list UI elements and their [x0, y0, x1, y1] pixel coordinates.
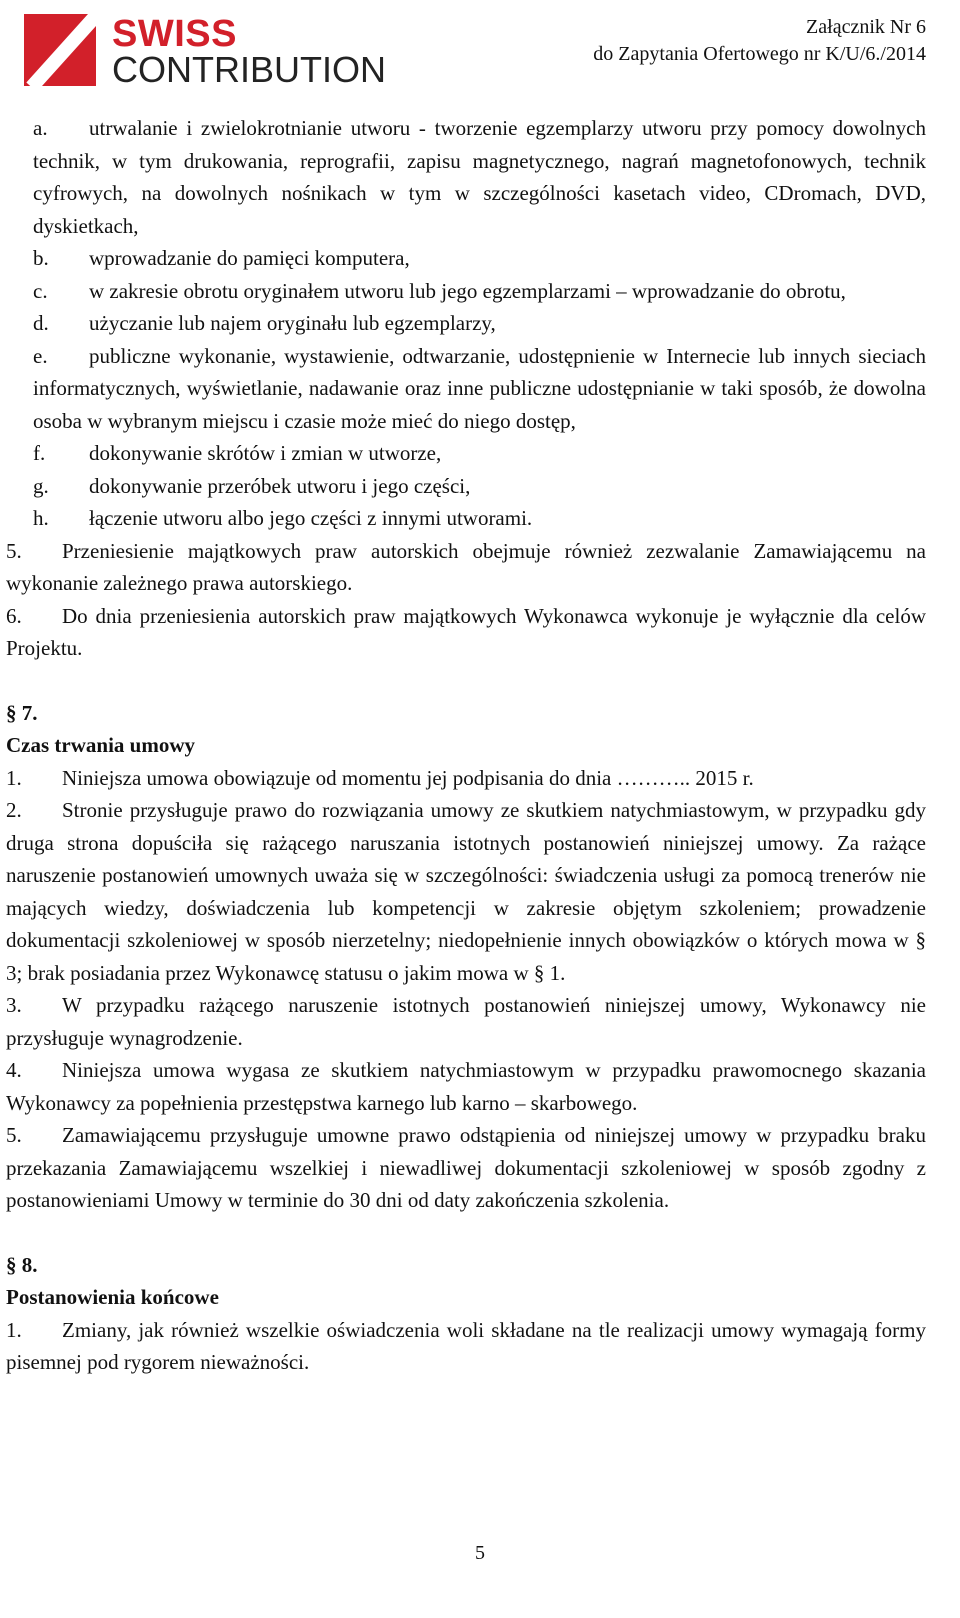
swiss-contribution-logo: [24, 13, 386, 90]
attachment-header: [593, 14, 926, 68]
list-item-text: utrwalanie i zwielokrotnianie utworu - tworzenie egzemplarzy utworu przy pomocy dowolnych technik, w tym drukowania, reprografii, zapisu magnetycznego, nagrań magnetofonowych, technik cyfrowych, na dowolnych nośnikach w tym w szczególności kasetach video, CDromach, DVD, dyskietkach,: [33, 116, 926, 238]
logo-mark-icon: [24, 14, 96, 86]
page-number: 5: [475, 1542, 485, 1564]
inquiry-reference: do Zapytania Ofertowego nr K/U/6./2014: [593, 43, 926, 65]
numbered-paragraph: [6, 1314, 926, 1379]
paragraph-number: 4.: [6, 1058, 22, 1082]
attachment-number: Załącznik Nr 6: [806, 16, 926, 38]
list-item: [6, 275, 926, 308]
list-item: [6, 470, 926, 503]
section-title: Postanowienia końcowe: [6, 1285, 219, 1309]
paragraph-text: Zamawiającemu przysługuje umowne prawo odstąpienia od niniejszej umowy w przypadku braku przekazania Zamawiającemu wszelkiej i niewadliwej dokumentacji szkoleniowej w sposób zgodny z postanowieniami Umowy w terminie do 30 dni od daty zakończenia szkolenia.: [6, 1123, 926, 1212]
list-item: [6, 502, 926, 535]
numbered-paragraph: [6, 535, 926, 600]
list-item-text: użyczanie lub najem oryginału lub egzemplarzy,: [89, 311, 496, 335]
list-item: [6, 112, 926, 242]
list-item-text: łączenie utworu albo jego części z innymi utworami.: [89, 506, 533, 530]
paragraph-number: 5.: [6, 1123, 22, 1147]
list-marker: b.: [33, 246, 49, 270]
paragraph-number: 1.: [6, 1317, 22, 1342]
paragraph-number: 2.: [6, 798, 22, 822]
list-item-text: wprowadzanie do pamięci komputera,: [89, 246, 410, 270]
list-item-text: dokonywanie przeróbek utworu i jego części,: [89, 473, 471, 498]
list-item-text: publiczne wykonanie, wystawienie, odtwarzanie, udostępnienie w Internecie lub innych sieciach informatycznych, wyświetlanie, nadawanie oraz inne publiczne udostępnianie w taki sposób, że dowolna osoba w wybranym miejscu i czasie może mieć do niego dostęp,: [33, 343, 926, 433]
list-item: [6, 437, 926, 470]
paragraph-text: Przeniesienie majątkowych praw autorskich obejmuje również zezwalanie Zamawiającemu na wykonanie zależnego prawa autorskiego.: [6, 538, 926, 595]
section-number: § 7.: [6, 700, 38, 725]
list-marker: e.: [33, 343, 48, 368]
spacer: [6, 1217, 926, 1249]
list-marker: g.: [33, 473, 49, 498]
section-number: § 8.: [6, 1252, 38, 1277]
paragraph-text: Zmiany, jak również wszelkie oświadczenia woli składane na tle realizacji umowy wymagają formy pisemnej pod rygorem nieważności.: [6, 1317, 926, 1374]
paragraph-number: 1.: [6, 765, 22, 790]
list-marker: c.: [33, 278, 48, 303]
paragraph-text: Niniejsza umowa wygasa ze skutkiem natychmiastowym w przypadku prawomocnego skazania Wykonawcy za popełnienia przestępstwa karnego lub karno – skarbowego.: [6, 1058, 926, 1115]
list-marker: d.: [33, 311, 49, 335]
list-item: [6, 242, 926, 275]
numbered-paragraph: [6, 600, 926, 665]
paragraph-text: W przypadku rażącego naruszenie istotnych postanowień niniejszej umowy, Wykonawcy nie przysługuje wynagrodzenie.: [6, 993, 926, 1050]
logo-text-swiss: SWISS: [112, 13, 237, 55]
list-item-text: dokonywanie skrótów i zmian w utworze,: [89, 441, 442, 465]
list-marker: h.: [33, 506, 49, 530]
logo-text-contribution: CONTRIBUTION: [112, 49, 386, 90]
numbered-paragraph: [6, 794, 926, 989]
numbered-paragraph: [6, 1054, 926, 1119]
section-title: Czas trwania umowy: [6, 733, 195, 757]
list-marker: a.: [33, 116, 48, 140]
numbered-paragraph: [6, 1119, 926, 1217]
paragraph-number: 6.: [6, 603, 22, 628]
list-item: [6, 340, 926, 438]
document-body: [6, 112, 926, 1379]
paragraph-number: 5.: [6, 538, 22, 563]
spacer: [6, 665, 926, 697]
paragraph-number: 3.: [6, 993, 22, 1017]
numbered-paragraph: [6, 989, 926, 1054]
list-item: [6, 307, 926, 340]
list-item-text: w zakresie obrotu oryginałem utworu lub jego egzemplarzami – wprowadzanie do obrotu,: [89, 278, 846, 303]
list-marker: f.: [33, 441, 46, 465]
numbered-paragraph: [6, 762, 926, 795]
paragraph-text: Do dnia przeniesienia autorskich praw majątkowych Wykonawca wykonuje je wyłącznie dla celów Projektu.: [6, 603, 926, 660]
paragraph-text: Niniejsza umowa obowiązuje od momentu jej podpisania do dnia ……….. 2015 r.: [62, 765, 754, 790]
paragraph-text: Stronie przysługuje prawo do rozwiązania umowy ze skutkiem natychmiastowym, w przypadku gdy druga strona dopuściła się rażącego naruszania istotnych postanowień niniejszej umowy. Za rażące naruszenie postanowień umownych uważa się w szczególności: świadczenia usługi za pomocą trenerów nie mających wiedzy, doświadczenia lub kompetencji w zakresie objętym szkoleniem; prowadzenie dokumentacji szkoleniowej w sposób nierzetelny; niedopełnienie innych obowiązków o których mowa w § 3; brak posiadania przez Wykonawcę statusu o jakim mowa w § 1.: [6, 798, 926, 985]
